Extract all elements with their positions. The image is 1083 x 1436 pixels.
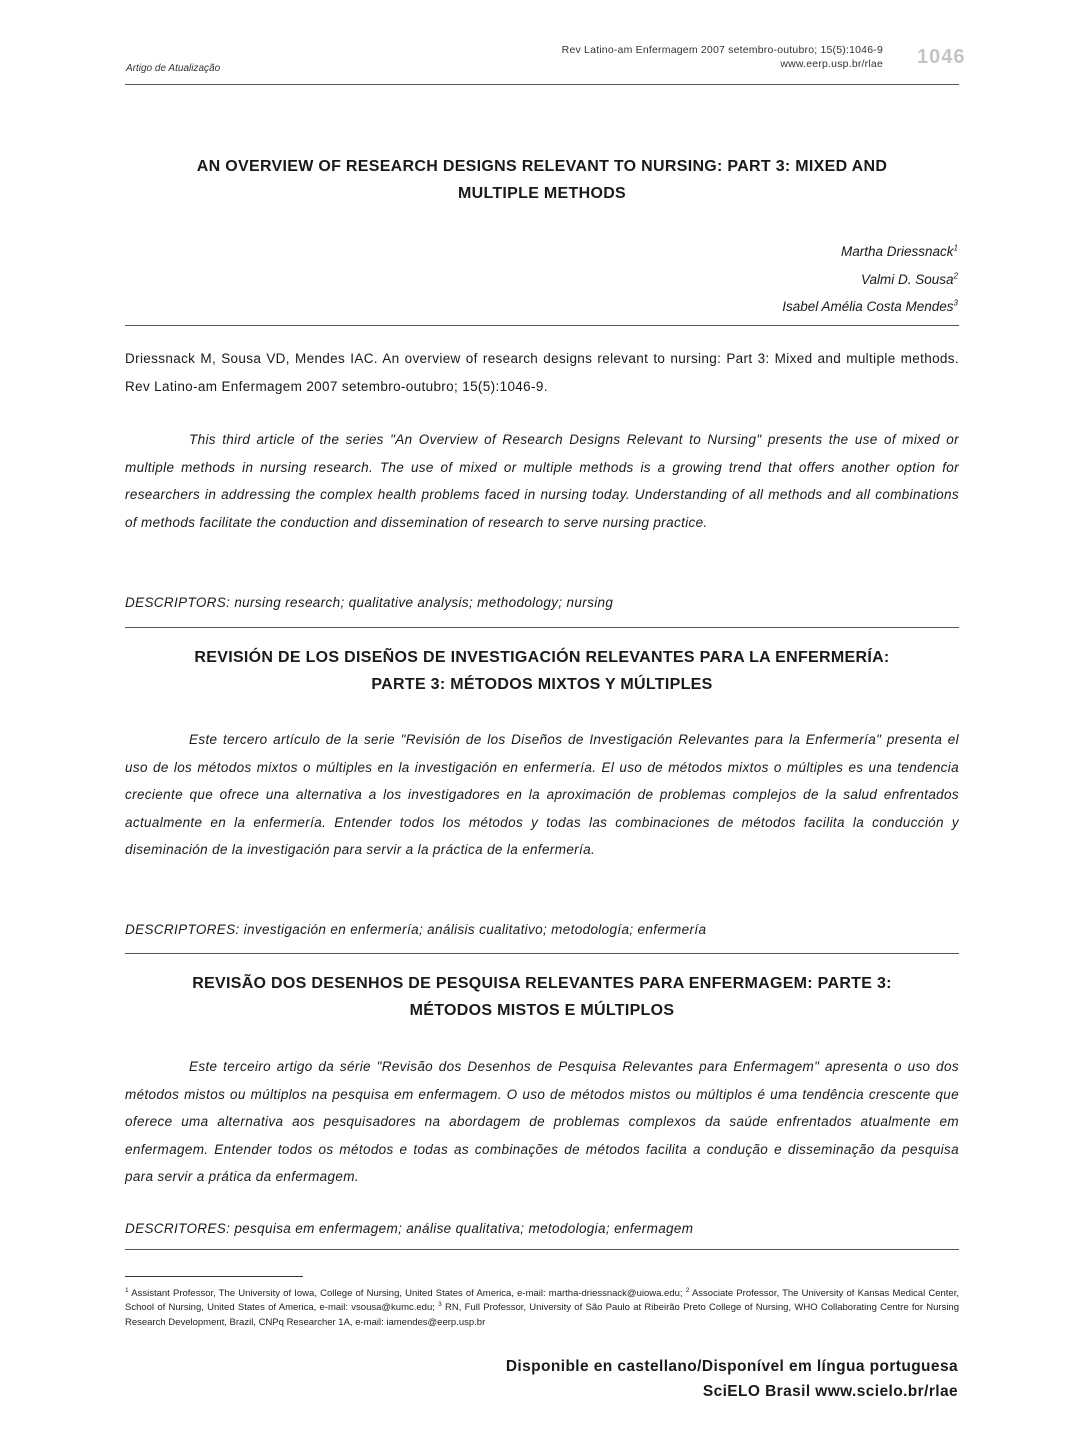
footnote-3: RN, Full Professor, University of São Paulo at Ribeirão Preto College of Nursing, WHO Collaborating Centre for Nursing Research Development, Brazil, CNPq Researcher 1A, e-mail: iamendes@eerp.usp.br <box>125 1302 960 1328</box>
author-1 <box>782 238 958 266</box>
page-number: 1046 <box>917 46 966 68</box>
author-name: Martha Driessnack <box>841 244 954 259</box>
author-list <box>782 238 958 321</box>
portuguese-title-line-1: REVISÃO DOS DESENHOS DE PESQUISA RELEVANTES PARA ENFERMAGEM: PARTE 3: <box>192 975 892 992</box>
footnote-marker: 1 <box>125 1286 129 1294</box>
english-title <box>125 153 959 207</box>
footnote-1: Assistant Professor, The University of Iowa, College of Nursing, United States of America, e-mail: martha-driessnack@uiowa.edu; <box>128 1288 686 1299</box>
author-affiliation-marker: 2 <box>953 271 958 280</box>
spanish-descriptors: DESCRIPTORES: investigación en enfermería; análisis cualitativo; metodología; enfermería <box>125 922 707 937</box>
english-title-line-2: MULTIPLE METHODS <box>457 185 627 202</box>
portuguese-descriptors: DESCRITORES: pesquisa em enfermagem; análise qualitativa; metodologia; enfermagem <box>125 1221 694 1236</box>
footnote-marker: 2 <box>685 1286 690 1294</box>
portuguese-divider <box>125 1249 959 1250</box>
footnotes <box>125 1287 959 1330</box>
author-name: Isabel Amélia Costa Mendes <box>782 299 954 314</box>
journal-reference <box>562 43 883 71</box>
spanish-title-line-2: PARTE 3: MÉTODOS MIXTOS Y MÚLTIPLES <box>371 676 713 693</box>
spanish-title-line-1: REVISIÓN DE LOS DISEÑOS DE INVESTIGACIÓN RELEVANTES PARA LA ENFERMERÍA: <box>194 649 890 666</box>
portuguese-abstract: Este terceiro artigo da série "Revisão dos Desenhos de Pesquisa Relevantes para Enfermagem" apresenta o uso dos métodos mistos ou múltiplos na pesquisa em enfermagem. O uso de métodos mistos ou múltiplos é uma tendência crescente que oferece uma alternativa aos pesquisadores na abordagem de problemas complexos da saúde enfrentados atualmente em enfermagem. Entender todos os métodos e todas as combinações de métodos facilita a condução e disseminação da pesquisa para servir a prática da enfermagem. <box>125 1059 959 1184</box>
portuguese-title <box>125 970 959 1024</box>
english-divider <box>125 627 959 628</box>
english-title-line-1: AN OVERVIEW OF RESEARCH DESIGNS RELEVANT TO NURSING: PART 3: MIXED AND <box>196 158 888 175</box>
author-affiliation-marker: 3 <box>953 298 958 308</box>
spanish-divider <box>125 953 959 954</box>
author-3 <box>782 293 958 321</box>
english-abstract: This third article of the series "An Overview of Research Designs Relevant to Nursing" presents the use of mixed or multiple methods in nursing research. The use of mixed or multiple methods is a growing trend that offers another option for researchers in addressing the complex health problems faced in nursing today. Understanding of all methods and all combinations of methods facilitate the conduction and dissemination of research to serve nursing practice. <box>125 432 959 530</box>
section-label: Artigo de Atualização <box>126 63 221 74</box>
journal-url[interactable]: www.eerp.usp.br/rlae <box>780 58 883 70</box>
spanish-title <box>125 644 959 698</box>
journal-citation: Rev Latino-am Enfermagem 2007 setembro-outubro; 15(5):1046-9 <box>561 44 883 56</box>
author-affiliation-marker: 1 <box>953 243 958 253</box>
availability-note: Disponible en castellano/Disponível em língua portuguesa <box>505 1358 958 1375</box>
citation: Driessnack M, Sousa VD, Mendes IAC. An overview of research designs relevant to nursing: Part 3: Mixed and multiple methods. Rev Latino-am Enfermagem 2007 setembro-outubro; 15(5):1046-9. <box>125 351 959 394</box>
spanish-abstract: Este tercero artículo de la serie "Revisión de los Diseños de Investigación Relevantes para la Enfermería" presenta el uso de los métodos mixtos o múltiples en la investigación en enfermería. El uso de métodos mixtos o múltiples es una tendencia creciente que ofrece una alternativa a los investigadores en la aproximación de problemas complejos de la salud enfrentados actualmente en la enfermería. Entender todos los métodos y todas las combinaciones de métodos facilita la conducción y diseminación de la investigación para servir a la práctica de la enfermería. <box>125 732 959 857</box>
author-2 <box>782 266 958 294</box>
scielo-link[interactable]: SciELO Brasil www.scielo.br/rlae <box>702 1383 958 1400</box>
authors-divider <box>125 325 959 326</box>
portuguese-title-line-2: MÉTODOS MISTOS E MÚLTIPLOS <box>409 1002 675 1019</box>
header-divider <box>125 84 959 85</box>
english-descriptors: DESCRIPTORS: nursing research; qualitative analysis; methodology; nursing <box>125 595 614 610</box>
author-name: Valmi D. Sousa <box>861 271 954 287</box>
footnote-2: Associate Professor, The University of Kansas Medical Center, School of Nursing, United States of America, e-mail: vsousa@kumc.edu; <box>125 1288 959 1314</box>
footnote-marker: 3 <box>438 1301 442 1309</box>
footnote-divider <box>125 1276 303 1277</box>
